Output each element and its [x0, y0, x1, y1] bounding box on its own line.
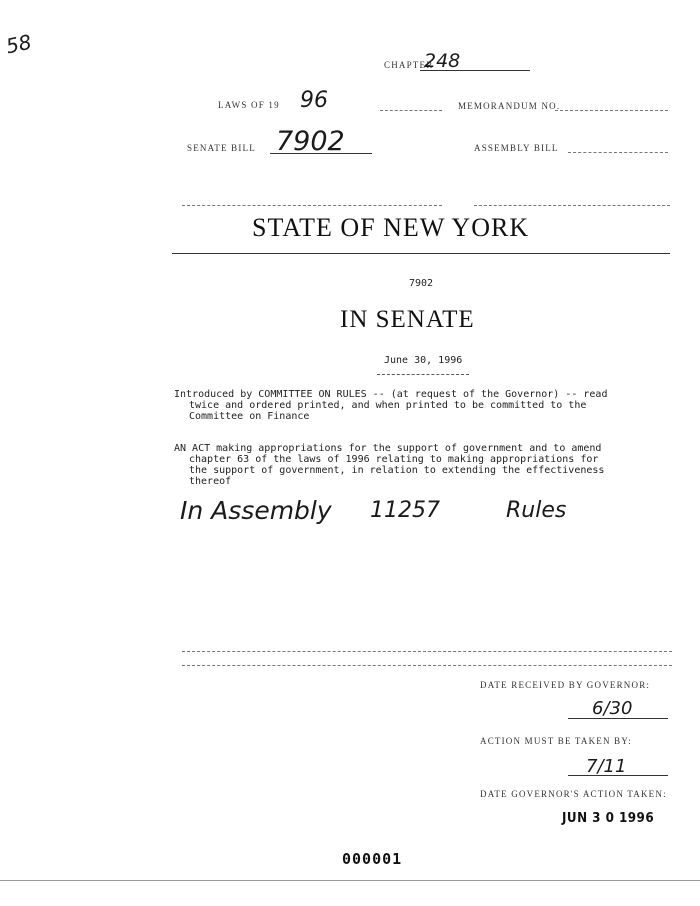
action-taken-label: DATE GOVERNOR'S ACTION TAKEN: [480, 789, 667, 799]
senate-bill-value: 7902 [276, 126, 345, 157]
laws-label: LAWS OF 19 [218, 100, 280, 110]
date-received-label: DATE RECEIVED BY GOVERNOR: [480, 680, 651, 690]
introduced-line-3: Committee on Finance [189, 411, 310, 422]
action-by-label: ACTION MUST BE TAKEN BY: [480, 736, 632, 746]
act-line-2: chapter 63 of the laws of 1996 relating to making appropriations for [189, 454, 599, 465]
page-number: 000001 [342, 850, 403, 868]
assembly-bill-label: ASSEMBLY BILL [474, 143, 559, 153]
action-taken-stamp: JUN 3 0 1996 [562, 811, 655, 826]
memorandum-label: MEMORANDUM NO. [458, 101, 561, 111]
action-by-value: 7/11 [586, 756, 627, 777]
laws-year: 96 [300, 88, 328, 113]
handwritten-assembly-number: 11257 [370, 498, 440, 523]
chapter-value: 248 [424, 50, 461, 72]
scan-bottom-edge [0, 880, 700, 881]
act-line-4: thereof [189, 476, 232, 487]
bill-date: June 30, 1996 [384, 355, 463, 366]
act-line-3: the support of government, in relation to extending the effectiveness [189, 465, 605, 476]
senate-bill-label: SENATE BILL [187, 143, 256, 153]
introduced-line-2: twice and ordered printed, and when printed to be committed to the [189, 400, 587, 411]
act-line-1: AN ACT making appropriations for the support of government and to amend [174, 443, 602, 454]
chapter-label: CHAPTER [384, 60, 434, 70]
margin-mark: 58 [3, 29, 34, 59]
handwritten-rules: Rules [506, 498, 567, 523]
document-title: STATE OF NEW YORK [252, 213, 530, 242]
bill-number: 7902 [409, 278, 434, 289]
handwritten-assembly: In Assembly [180, 496, 332, 525]
date-received-value: 6/30 [592, 698, 633, 719]
introduced-line-1: Introduced by COMMITTEE ON RULES -- (at request of the Governor) -- read [174, 389, 608, 400]
chamber-heading: IN SENATE [340, 306, 475, 333]
